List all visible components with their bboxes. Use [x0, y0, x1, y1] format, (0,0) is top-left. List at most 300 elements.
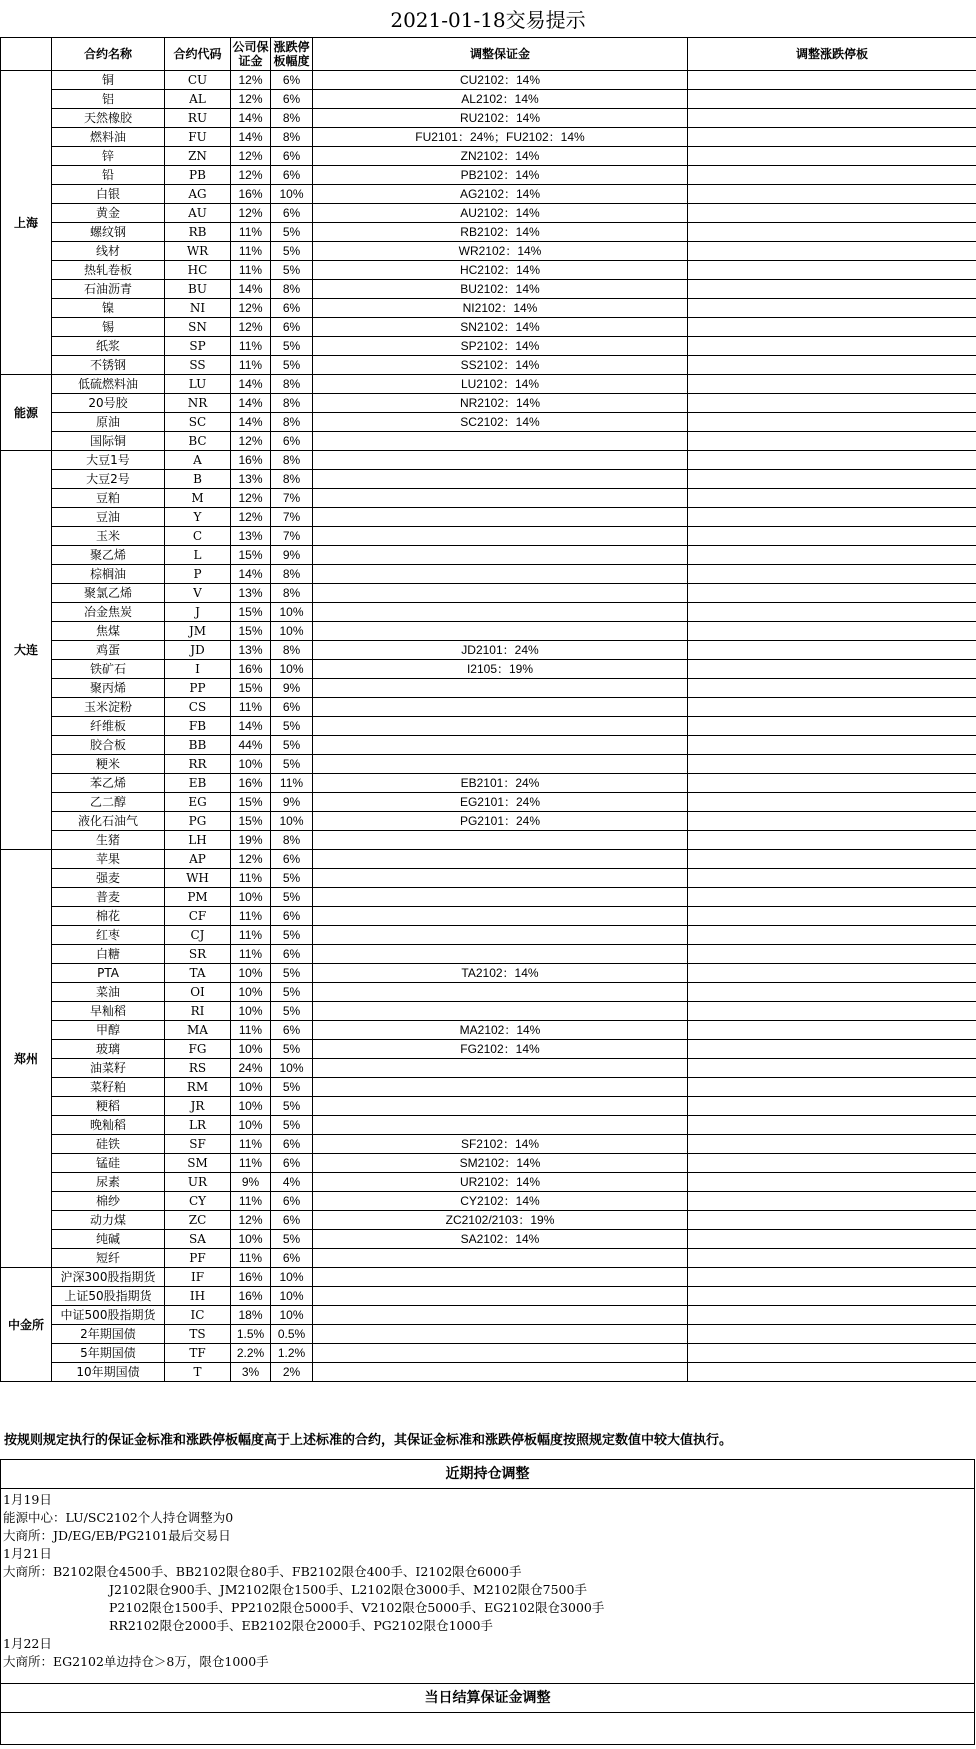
adjusted-limit-cell [688, 356, 976, 375]
contract-table [0, 37, 976, 1382]
adjusted-margin-cell: FU2101：24%；FU2102：14% [313, 128, 688, 147]
position-line: P2102限仓1500手、PP2102限仓5000手、V2102限仓5000手、EG2102限仓3000手 [109, 1600, 605, 1615]
company-margin-cell: 10% [231, 888, 271, 907]
table-row [1, 147, 976, 166]
adjusted-limit-cell [688, 1116, 976, 1135]
contract-code-cell: TS [165, 1325, 231, 1344]
company-margin-cell: 11% [231, 945, 271, 964]
adjusted-margin-cell: AU2102：14% [313, 204, 688, 223]
contract-name-cell: 鸡蛋 [52, 641, 165, 660]
price-limit-cell: 6% [271, 945, 313, 964]
price-limit-cell: 8% [271, 470, 313, 489]
table-row [1, 1173, 976, 1192]
contract-code-cell: CF [165, 907, 231, 926]
position-adjustment-section [0, 1459, 975, 1684]
contract-code-cell: SP [165, 337, 231, 356]
price-limit-cell: 10% [271, 622, 313, 641]
price-limit-cell: 5% [271, 1078, 313, 1097]
price-limit-cell: 7% [271, 527, 313, 546]
contract-code-cell: SR [165, 945, 231, 964]
adjusted-limit-cell [688, 147, 976, 166]
contract-name-cell: 石油沥青 [52, 280, 165, 299]
contract-name-cell: 聚氯乙烯 [52, 584, 165, 603]
price-limit-cell: 5% [271, 1116, 313, 1135]
price-limit-cell: 9% [271, 679, 313, 698]
company-margin-cell: 14% [231, 375, 271, 394]
contract-code-cell: SC [165, 413, 231, 432]
header-adjusted-margin: 调整保证金 [313, 38, 688, 71]
price-limit-cell: 10% [271, 1059, 313, 1078]
adjusted-limit-cell [688, 660, 976, 679]
price-limit-cell: 10% [271, 660, 313, 679]
company-margin-cell: 11% [231, 1135, 271, 1154]
position-section-body [1, 1489, 974, 1671]
table-row [1, 964, 976, 983]
adjusted-limit-cell [688, 299, 976, 318]
adjusted-limit-cell [688, 755, 976, 774]
adjusted-limit-cell [688, 1325, 976, 1344]
adjusted-margin-cell: RB2102：14% [313, 223, 688, 242]
adjusted-limit-cell [688, 907, 976, 926]
adjusted-margin-cell: PG2101：24% [313, 812, 688, 831]
contract-name-cell: 20号胶 [52, 394, 165, 413]
table-row [1, 204, 976, 223]
adjusted-margin-cell: NR2102：14% [313, 394, 688, 413]
adjusted-limit-cell [688, 527, 976, 546]
price-limit-cell: 6% [271, 907, 313, 926]
contract-code-cell: NR [165, 394, 231, 413]
adjusted-margin-cell [313, 470, 688, 489]
adjusted-margin-cell: BU2102：14% [313, 280, 688, 299]
adjusted-margin-cell: EB2101：24% [313, 774, 688, 793]
contract-code-cell: SF [165, 1135, 231, 1154]
contract-name-cell: PTA [52, 964, 165, 983]
adjusted-margin-cell: ZC2102/2103：19% [313, 1211, 688, 1230]
price-limit-cell: 10% [271, 1268, 313, 1287]
contract-code-cell: EB [165, 774, 231, 793]
contract-code-cell: CU [165, 71, 231, 90]
header-exchange [1, 38, 52, 71]
price-limit-cell: 1.2% [271, 1344, 313, 1363]
table-row [1, 622, 976, 641]
table-row [1, 983, 976, 1002]
price-limit-cell: 6% [271, 698, 313, 717]
adjusted-margin-cell [313, 869, 688, 888]
company-margin-cell: 11% [231, 698, 271, 717]
contract-code-cell: WR [165, 242, 231, 261]
header-price-limit [271, 38, 313, 71]
contract-code-cell: TF [165, 1344, 231, 1363]
price-limit-cell: 8% [271, 584, 313, 603]
adjusted-limit-cell [688, 470, 976, 489]
contract-code-cell: WH [165, 869, 231, 888]
adjusted-margin-cell [313, 679, 688, 698]
contract-code-cell: RS [165, 1059, 231, 1078]
contract-name-cell: 聚乙烯 [52, 546, 165, 565]
table-row [1, 869, 976, 888]
company-margin-cell: 12% [231, 166, 271, 185]
price-limit-cell: 8% [271, 128, 313, 147]
price-limit-cell: 7% [271, 489, 313, 508]
contract-code-cell: HC [165, 261, 231, 280]
price-limit-cell: 6% [271, 1211, 313, 1230]
table-row [1, 1230, 976, 1249]
contract-name-cell: 早籼稻 [52, 1002, 165, 1021]
contract-name-cell: 纤维板 [52, 717, 165, 736]
adjusted-limit-cell [688, 850, 976, 869]
contract-name-cell: 中证500股指期货 [52, 1306, 165, 1325]
table-row [1, 394, 976, 413]
company-margin-cell: 15% [231, 812, 271, 831]
adjusted-limit-cell [688, 1173, 976, 1192]
adjusted-margin-cell [313, 451, 688, 470]
contract-code-cell: FG [165, 1040, 231, 1059]
adjusted-margin-cell [313, 1306, 688, 1325]
header-adjusted-limit: 调整涨跌停板 [688, 38, 976, 71]
contract-code-cell: RR [165, 755, 231, 774]
contract-name-cell: 玻璃 [52, 1040, 165, 1059]
contract-name-cell: 5年期国债 [52, 1344, 165, 1363]
adjusted-limit-cell [688, 185, 976, 204]
table-row [1, 565, 976, 584]
company-margin-cell: 14% [231, 413, 271, 432]
price-limit-cell: 6% [271, 1249, 313, 1268]
contract-name-cell: 动力煤 [52, 1211, 165, 1230]
company-margin-cell: 11% [231, 907, 271, 926]
contract-code-cell: J [165, 603, 231, 622]
company-margin-cell: 11% [231, 337, 271, 356]
adjusted-limit-cell [688, 413, 976, 432]
table-row [1, 812, 976, 831]
adjusted-margin-cell [313, 926, 688, 945]
adjusted-margin-cell [313, 622, 688, 641]
adjusted-margin-cell: SN2102：14% [313, 318, 688, 337]
company-margin-cell: 12% [231, 1211, 271, 1230]
table-row [1, 1059, 976, 1078]
contract-code-cell: IH [165, 1287, 231, 1306]
contract-code-cell: FB [165, 717, 231, 736]
price-limit-cell: 6% [271, 1192, 313, 1211]
contract-code-cell: L [165, 546, 231, 565]
company-margin-cell: 24% [231, 1059, 271, 1078]
table-row [1, 660, 976, 679]
adjusted-margin-cell [313, 831, 688, 850]
table-body [1, 71, 976, 1382]
contract-code-cell: JD [165, 641, 231, 660]
company-margin-cell: 16% [231, 1287, 271, 1306]
contract-code-cell: EG [165, 793, 231, 812]
table-row [1, 793, 976, 812]
table-row [1, 1097, 976, 1116]
price-limit-cell: 5% [271, 926, 313, 945]
adjusted-limit-cell [688, 736, 976, 755]
company-margin-cell: 15% [231, 622, 271, 641]
contract-code-cell: P [165, 565, 231, 584]
contract-name-cell: 强麦 [52, 869, 165, 888]
contract-name-cell: 10年期国债 [52, 1363, 165, 1382]
contract-name-cell: 硅铁 [52, 1135, 165, 1154]
contract-name-cell: 甲醇 [52, 1021, 165, 1040]
header-margin-line2: 证金 [238, 54, 263, 68]
table-row [1, 1021, 976, 1040]
contract-code-cell: IC [165, 1306, 231, 1325]
adjusted-limit-cell [688, 223, 976, 242]
contract-code-cell: UR [165, 1173, 231, 1192]
contract-code-cell: FU [165, 128, 231, 147]
price-limit-cell: 8% [271, 831, 313, 850]
exchange-cell: 能源 [1, 375, 52, 451]
price-limit-cell: 6% [271, 166, 313, 185]
adjusted-limit-cell [688, 1287, 976, 1306]
company-margin-cell: 14% [231, 717, 271, 736]
company-margin-cell: 11% [231, 1154, 271, 1173]
contract-code-cell: T [165, 1363, 231, 1382]
settlement-section-title: 当日结算保证金调整 [1, 1684, 974, 1713]
table-row [1, 356, 976, 375]
contract-code-cell: JM [165, 622, 231, 641]
adjusted-margin-cell [313, 1249, 688, 1268]
contract-code-cell: LH [165, 831, 231, 850]
adjusted-margin-cell: MA2102：14% [313, 1021, 688, 1040]
table-row [1, 242, 976, 261]
adjusted-margin-cell [313, 489, 688, 508]
price-limit-cell: 10% [271, 1287, 313, 1306]
table-row [1, 755, 976, 774]
contract-name-cell: 晚籼稻 [52, 1116, 165, 1135]
adjusted-limit-cell [688, 1002, 976, 1021]
header-contract-code: 合约代码 [165, 38, 231, 71]
company-margin-cell: 16% [231, 1268, 271, 1287]
table-row [1, 736, 976, 755]
table-row [1, 527, 976, 546]
company-margin-cell: 10% [231, 1078, 271, 1097]
adjusted-limit-cell [688, 546, 976, 565]
adjusted-limit-cell [688, 831, 976, 850]
header-contract-name: 合约名称 [52, 38, 165, 71]
adjusted-margin-cell [313, 717, 688, 736]
company-margin-cell: 10% [231, 755, 271, 774]
company-margin-cell: 12% [231, 299, 271, 318]
contract-code-cell: IF [165, 1268, 231, 1287]
contract-name-cell: 豆油 [52, 508, 165, 527]
contract-code-cell: CY [165, 1192, 231, 1211]
settlement-margin-section [0, 1683, 975, 1745]
company-margin-cell: 3% [231, 1363, 271, 1382]
company-margin-cell: 9% [231, 1173, 271, 1192]
contract-code-cell: TA [165, 964, 231, 983]
price-limit-cell: 6% [271, 1135, 313, 1154]
price-limit-cell: 5% [271, 242, 313, 261]
adjusted-limit-cell [688, 983, 976, 1002]
company-margin-cell: 10% [231, 1040, 271, 1059]
adjusted-limit-cell [688, 869, 976, 888]
adjusted-limit-cell [688, 280, 976, 299]
adjusted-margin-cell: PB2102：14% [313, 166, 688, 185]
contract-name-cell: 低硫燃料油 [52, 375, 165, 394]
adjusted-limit-cell [688, 1363, 976, 1382]
price-limit-cell: 8% [271, 109, 313, 128]
adjusted-limit-cell [688, 926, 976, 945]
adjusted-margin-cell [313, 1325, 688, 1344]
adjusted-limit-cell [688, 793, 976, 812]
position-line: 大商所：EG2102单边持仓＞8万，限仓1000手 [3, 1654, 269, 1669]
table-row [1, 1287, 976, 1306]
price-limit-cell: 4% [271, 1173, 313, 1192]
contract-code-cell: Y [165, 508, 231, 527]
position-line: 1月21日 [3, 1546, 52, 1561]
position-section-title: 近期持仓调整 [1, 1460, 974, 1489]
contract-code-cell: AU [165, 204, 231, 223]
company-margin-cell: 15% [231, 603, 271, 622]
company-margin-cell: 14% [231, 565, 271, 584]
contract-code-cell: BB [165, 736, 231, 755]
price-limit-cell: 5% [271, 1097, 313, 1116]
contract-code-cell: PG [165, 812, 231, 831]
company-margin-cell: 12% [231, 90, 271, 109]
adjusted-margin-cell: I2105：19% [313, 660, 688, 679]
adjusted-limit-cell [688, 109, 976, 128]
contract-code-cell: I [165, 660, 231, 679]
contract-name-cell: 粳米 [52, 755, 165, 774]
table-row [1, 641, 976, 660]
adjusted-margin-cell [313, 565, 688, 584]
position-line: 大商所：B2102限仓4500手、BB2102限仓80手、FB2102限仓400手、I2102限仓6000手 [3, 1564, 522, 1579]
adjusted-limit-cell [688, 1154, 976, 1173]
adjusted-limit-cell [688, 508, 976, 527]
price-limit-cell: 5% [271, 755, 313, 774]
adjusted-limit-cell [688, 432, 976, 451]
contract-code-cell: AG [165, 185, 231, 204]
table-row [1, 1268, 976, 1287]
table-row [1, 603, 976, 622]
contract-name-cell: 生猪 [52, 831, 165, 850]
adjusted-margin-cell [313, 755, 688, 774]
table-row [1, 90, 976, 109]
contract-name-cell: 尿素 [52, 1173, 165, 1192]
table-header-row [1, 38, 976, 71]
price-limit-cell: 6% [271, 1021, 313, 1040]
adjusted-limit-cell [688, 451, 976, 470]
adjusted-margin-cell [313, 584, 688, 603]
company-margin-cell: 10% [231, 1116, 271, 1135]
contract-name-cell: 锡 [52, 318, 165, 337]
exchange-cell: 大连 [1, 451, 52, 850]
adjusted-margin-cell [313, 907, 688, 926]
company-margin-cell: 11% [231, 261, 271, 280]
exchange-cell: 郑州 [1, 850, 52, 1268]
contract-name-cell: 铁矿石 [52, 660, 165, 679]
adjusted-limit-cell [688, 945, 976, 964]
price-limit-cell: 8% [271, 280, 313, 299]
company-margin-cell: 44% [231, 736, 271, 755]
price-limit-cell: 5% [271, 223, 313, 242]
company-margin-cell: 16% [231, 660, 271, 679]
price-limit-cell: 8% [271, 451, 313, 470]
adjusted-limit-cell [688, 204, 976, 223]
contract-name-cell: 豆粕 [52, 489, 165, 508]
company-margin-cell: 12% [231, 432, 271, 451]
exchange-cell: 中金所 [1, 1268, 52, 1382]
contract-name-cell: 铜 [52, 71, 165, 90]
adjusted-margin-cell [313, 1078, 688, 1097]
adjusted-margin-cell: SF2102：14% [313, 1135, 688, 1154]
company-margin-cell: 2.2% [231, 1344, 271, 1363]
contract-name-cell: 国际铜 [52, 432, 165, 451]
position-line: J2102限仓900手、JM2102限仓1500手、L2102限仓3000手、M2102限仓7500手 [109, 1582, 587, 1597]
table-row [1, 850, 976, 869]
contract-name-cell: 液化石油气 [52, 812, 165, 831]
contract-name-cell: 苹果 [52, 850, 165, 869]
contract-name-cell: 菜油 [52, 983, 165, 1002]
table-row [1, 1306, 976, 1325]
adjusted-margin-cell: EG2101：24% [313, 793, 688, 812]
contract-code-cell: OI [165, 983, 231, 1002]
price-limit-cell: 8% [271, 413, 313, 432]
contract-code-cell: RB [165, 223, 231, 242]
contract-code-cell: ZN [165, 147, 231, 166]
contract-name-cell: 白糖 [52, 945, 165, 964]
adjusted-margin-cell: TA2102：14% [313, 964, 688, 983]
table-row [1, 1211, 976, 1230]
adjusted-margin-cell: SA2102：14% [313, 1230, 688, 1249]
adjusted-limit-cell [688, 1097, 976, 1116]
contract-name-cell: 短纤 [52, 1249, 165, 1268]
position-line: 能源中心：LU/SC2102个人持仓调整为0 [3, 1510, 234, 1525]
contract-name-cell: 普麦 [52, 888, 165, 907]
contract-code-cell: BU [165, 280, 231, 299]
adjusted-limit-cell [688, 565, 976, 584]
adjusted-margin-cell [313, 1116, 688, 1135]
contract-name-cell: 大豆1号 [52, 451, 165, 470]
adjusted-limit-cell [688, 318, 976, 337]
price-limit-cell: 5% [271, 261, 313, 280]
contract-name-cell: 油菜籽 [52, 1059, 165, 1078]
company-margin-cell: 11% [231, 1249, 271, 1268]
adjusted-margin-cell: WR2102：14% [313, 242, 688, 261]
contract-name-cell: 线材 [52, 242, 165, 261]
adjusted-margin-cell: AG2102：14% [313, 185, 688, 204]
adjusted-margin-cell [313, 546, 688, 565]
contract-code-cell: RU [165, 109, 231, 128]
table-row [1, 1116, 976, 1135]
adjusted-limit-cell [688, 679, 976, 698]
adjusted-limit-cell [688, 888, 976, 907]
adjusted-margin-cell: FG2102：14% [313, 1040, 688, 1059]
contract-name-cell: 2年期国债 [52, 1325, 165, 1344]
price-limit-cell: 6% [271, 90, 313, 109]
adjusted-margin-cell: SM2102：14% [313, 1154, 688, 1173]
table-row [1, 831, 976, 850]
table-row [1, 508, 976, 527]
contract-name-cell: 白银 [52, 185, 165, 204]
price-limit-cell: 6% [271, 1154, 313, 1173]
company-margin-cell: 13% [231, 641, 271, 660]
company-margin-cell: 10% [231, 964, 271, 983]
adjusted-limit-cell [688, 71, 976, 90]
adjusted-limit-cell [688, 394, 976, 413]
adjusted-margin-cell [313, 698, 688, 717]
table-row [1, 1135, 976, 1154]
adjusted-margin-cell [313, 1287, 688, 1306]
price-limit-cell: 0.5% [271, 1325, 313, 1344]
contract-code-cell: V [165, 584, 231, 603]
table-row [1, 280, 976, 299]
adjusted-limit-cell [688, 1249, 976, 1268]
contract-name-cell: 乙二醇 [52, 793, 165, 812]
adjusted-margin-cell [313, 1002, 688, 1021]
company-margin-cell: 10% [231, 1002, 271, 1021]
contract-code-cell: AL [165, 90, 231, 109]
